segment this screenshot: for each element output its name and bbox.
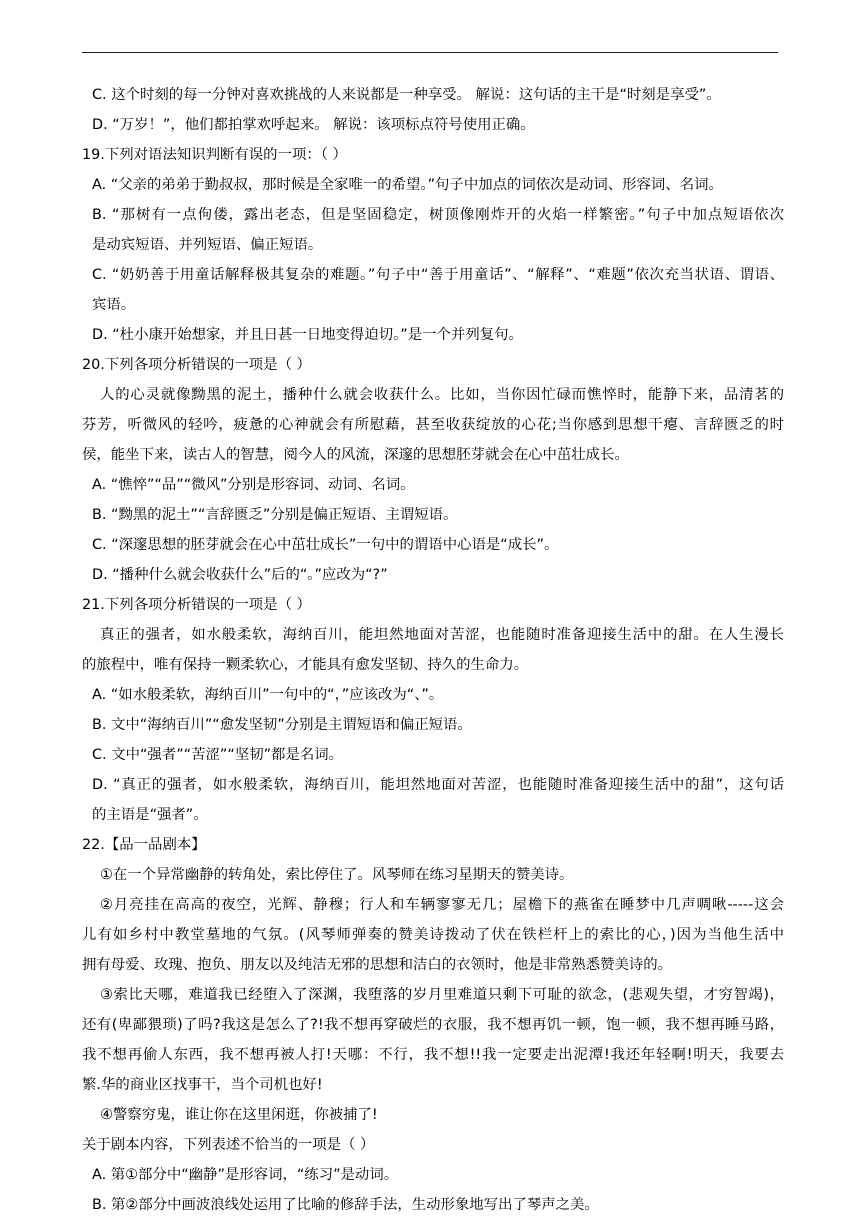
text-line: 还有(卑鄙猥琐)了吗?我这是怎么了?!我不想再穿破烂的衣服，我不想再饥一顿，饱一顿，我不想再睡马路， <box>82 1017 784 1033</box>
text-line: 拥有母爱、玫瑰、抱负、朋友以及纯洁无邪的思想和洁白的衣领时，他是非常熟悉赞美诗的。 <box>82 957 673 973</box>
text-line: 侯，能坐下来，读古人的智慧，阅今人的风流，深邃的思想胚芽就会在心中茁壮成长。 <box>82 447 629 463</box>
document-body <box>82 80 784 1220</box>
text-line: 儿有如乡村中教堂墓地的气氛。(风琴师弹奏的赞美诗拨动了伏在铁栏杆上的索比的心，)因为当他生活中 <box>82 927 784 943</box>
text-line: 繁.华的商业区找事干，当个司机也好! <box>82 1077 323 1093</box>
text-line: 芬芳，听微风的轻吟，疲惫的心神就会有所慰藉，甚至收获绽放的心花;当你感到思想干瘪、言辞匮乏的时 <box>82 417 784 433</box>
text-line: 19.下列对语法知识判断有误的一项：（ ） <box>82 147 347 163</box>
text-line: A. “如水般柔软，海纳百川”一句中的“，”应该改为“、”。 <box>92 687 444 703</box>
text-line: D. “播种什么就会收获什么”后的“。”应改为“?” <box>92 567 388 583</box>
text-line: C. “奶奶善于用童话解释极其复杂的难题。”句子中“善于用童话”、“解释”、“难题”依次充当状语、谓语、 <box>92 267 784 283</box>
text-line: 关于剧本内容，下列表述不恰当的一项是（ ） <box>82 1137 375 1153</box>
header-rule <box>82 52 778 53</box>
text-line: A. “憔悴”“品”“微风”分别是形容词、动词、名词。 <box>92 477 415 493</box>
text-line: 是动宾短语、并列短语、偏正短语。 <box>92 237 323 253</box>
text-line: 人的心灵就像黝黑的泥土，播种什么就会收获什么。比如，当你因忙碌而憔悴时，能静下来，品清茗的 <box>100 387 784 403</box>
text-line: 我不想再偷人东西，我不想再被人打!天哪：不行，我不想!!我一定要走出泥潭!我还年轻啊!明天，我要去 <box>82 1047 784 1063</box>
text-line: 22.【品一品剧本】 <box>82 837 206 853</box>
text-line: 20.下列各项分析错误的一项是（ ） <box>82 357 311 373</box>
text-line: D. “万岁！”，他们都拍掌欢呼起来。 解说：该项标点符号使用正确。 <box>92 117 535 133</box>
text-line: 真正的强者，如水般柔软，海纳百川，能坦然地面对苦涩，也能随时准备迎接生活中的甜。在人生漫长 <box>100 627 784 643</box>
text-line: D. “真正的强者，如水般柔软，海纳百川，能坦然地面对苦涩，也能随时准备迎接生活中的甜”，这句话 <box>92 777 784 793</box>
text-line: A. 第①部分中“幽静”是形容词，“练习”是动词。 <box>92 1167 399 1183</box>
text-line: ②月亮挂在高高的夜空，光辉、静穆；行人和车辆寥寥无几；屋檐下的燕雀在睡梦中几声啁啾-----这会 <box>100 897 784 913</box>
text-line: 的主语是“强者”。 <box>92 807 208 823</box>
text-line: ①在一个异常幽静的转角处，索比停住了。风琴师在练习星期天的赞美诗。 <box>100 867 574 883</box>
text-line: B. “黝黑的泥土”“言辞匮乏”分别是偏正短语、主谓短语。 <box>92 507 458 523</box>
text-line: ④警察穷鬼，谁让你在这里闲逛，你被捕了! <box>100 1107 378 1123</box>
text-line: 21.下列各项分析错误的一项是（ ） <box>82 597 311 613</box>
text-line: B. “那树有一点佝偻，露出老态，但是坚固稳定，树顶像刚炸开的火焰一样繁密。”句子中加点短语依次 <box>92 207 784 223</box>
text-line: 的旅程中，唯有保持一颗柔软心，才能具有愈发坚韧、持久的生命力。 <box>82 657 529 673</box>
text-line: 宾语。 <box>92 297 136 313</box>
text-line: D. “杜小康开始想家，并且日甚一日地变得迫切。”是一个并列复句。 <box>92 327 523 343</box>
text-line: ③索比天哪，难道我已经堕入了深渊，我堕落的岁月里难道只剩下可耻的欲念，(悲观失望，才穷智竭)， <box>100 987 784 1003</box>
text-line: A. “父亲的弟弟于勤叔叔，那时候是全家唯一的希望。”句子中加点的词依次是动词、形容词、名词。 <box>92 177 723 193</box>
text-line: C. 文中“强者”“苦涩”“坚韧”都是名词。 <box>92 747 344 763</box>
text-line: C. “深邃思想的胚芽就会在心中茁壮成长”一句中的谓语中心语是“成长”。 <box>92 537 559 553</box>
text-line: C. 这个时刻的每一分钟对喜欢挑战的人来说都是一种享受。 解说：这句话的主干是“时刻是享受”。 <box>92 87 721 103</box>
text-line: B. 文中“海纳百川”“愈发坚韧”分别是主谓短语和偏正短语。 <box>92 717 472 733</box>
text-line: B. 第②部分中画波浪线处运用了比喻的修辞手法，生动形象地写出了琴声之美。 <box>92 1197 599 1213</box>
